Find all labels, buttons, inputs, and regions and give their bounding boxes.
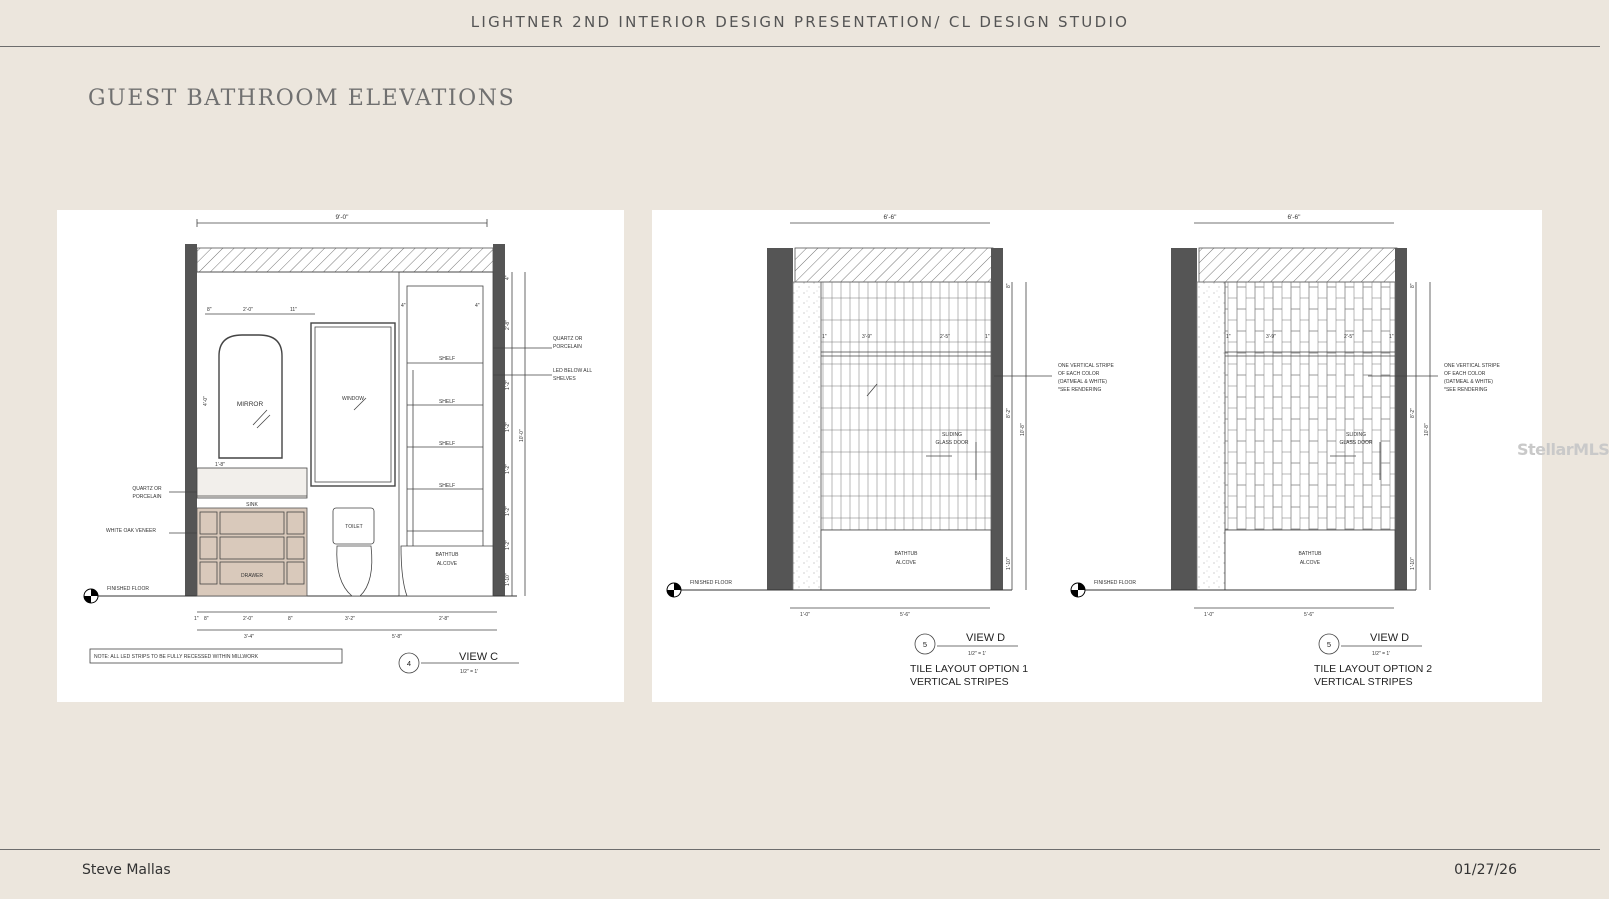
d1-door: SLIDING: [941, 432, 963, 438]
dim-right: 1'-2": [505, 506, 511, 516]
d2-dim-bottom: 1'-0": [1204, 612, 1214, 618]
header-bar: [0, 0, 1600, 47]
d1-bathtub: BATHTUB: [894, 551, 918, 557]
d2-floor: FINISHED FLOOR: [1094, 580, 1136, 586]
dim-right: 2'-8": [505, 320, 511, 330]
d1-alcove: ALCOVE: [895, 560, 917, 566]
view-c-dim-top: 9'-0": [335, 214, 349, 221]
d1-dim-bottom: 5'-6": [900, 612, 910, 618]
dim-upper: 4": [401, 303, 406, 309]
callout-quartz-right: QUARTZ OR: [553, 336, 583, 342]
dim-bottom: 1": [194, 616, 199, 622]
callout-quartz: PORCELAIN: [132, 494, 162, 500]
dim-upper: 4": [475, 303, 480, 309]
footer-date: 01/27/26: [1454, 862, 1517, 878]
dim-bottom: 3'-4": [244, 634, 254, 640]
d2-dim-mid: 1": [1389, 334, 1394, 340]
d1-dim-top: 6'-6": [883, 214, 897, 221]
d1-floor: FINISHED FLOOR: [690, 580, 732, 586]
dim-bottom: 8": [288, 616, 293, 622]
d1-dim-right: 8'-2": [1006, 408, 1012, 418]
d2-caption: VERTICAL STRIPES: [1314, 676, 1413, 688]
bathtub-label: BATHTUB: [435, 552, 459, 558]
dim-mirror: 4'-0": [203, 396, 209, 406]
dim-upper: 2'-0": [243, 307, 253, 313]
d2-door: GLASS DOOR: [1339, 440, 1373, 446]
dim-bottom: 5'-8": [392, 634, 402, 640]
d1-door: GLASS DOOR: [935, 440, 969, 446]
d2-dim-bottom: 5'-6": [1304, 612, 1314, 618]
d1-dim-right: 8": [1006, 283, 1012, 288]
d2-dim-mid: 2'-5": [1344, 334, 1354, 340]
dim-upper: 11": [290, 307, 297, 313]
d1-dim-bottom: 1'-0": [800, 612, 810, 618]
drawer-label: DRAWER: [240, 573, 264, 579]
d2-view-label: VIEW D: [1370, 632, 1410, 644]
d1-callout: (OATMEAL & WHITE): [1058, 379, 1107, 385]
d1-dim-right: 1'-10": [1006, 557, 1012, 570]
d2-caption: TILE LAYOUT OPTION 2: [1314, 663, 1433, 675]
d1-callout: *SEE RENDERING: [1058, 387, 1102, 393]
dim-right: 1'-2": [505, 422, 511, 432]
dim-bottom: 2'-0": [243, 616, 253, 622]
shelf-label: SHELF: [438, 441, 456, 447]
callout-quartz: QUARTZ OR: [132, 486, 162, 492]
d2-dim-right: 1'-10": [1410, 557, 1416, 570]
dim-overall: 10'-0": [519, 429, 525, 442]
d2-dim-right: 8'-2": [1410, 408, 1416, 418]
dim-right: 1'-2": [505, 464, 511, 474]
dim-right: 1'-10": [505, 573, 511, 586]
d2-callout: OF EACH COLOR: [1444, 371, 1486, 377]
d2-alcove: ALCOVE: [1299, 560, 1321, 566]
shelf-label: SHELF: [438, 399, 456, 405]
dim-right: 4": [505, 275, 511, 280]
d1-view-label: VIEW D: [966, 632, 1006, 644]
footer-divider: [0, 849, 1600, 850]
d1-view-number: 5: [922, 640, 928, 649]
d2-callout: *SEE RENDERING: [1444, 387, 1488, 393]
header-title: LIGHTNER 2ND INTERIOR DESIGN PRESENTATION/ CL DESIGN STUDIO: [470, 13, 1130, 31]
d2-callout: ONE VERTICAL STRIPE: [1444, 363, 1500, 369]
dim-right: 1'-2": [505, 380, 511, 390]
dim-upper: 8": [207, 307, 212, 313]
dim-bottom: 3'-2": [345, 616, 355, 622]
floor-label: FINISHED FLOOR: [107, 586, 149, 592]
callout-oak: WHITE OAK VENEER: [105, 528, 157, 534]
callout-led: LED BELOW ALL: [553, 368, 593, 374]
d1-dim-mid: 1": [985, 334, 990, 340]
d2-door: SLIDING: [1345, 432, 1367, 438]
sink-label: SINK: [246, 502, 258, 508]
d2-dim-mid: 3'-9": [1266, 334, 1276, 340]
toilet-label: TOILET: [345, 524, 363, 530]
window-label: WINDOW: [342, 396, 364, 402]
d1-caption: VERTICAL STRIPES: [910, 676, 1009, 688]
watermark: StellarMLS: [1517, 440, 1609, 459]
d2-dim-mid: 1": [1226, 334, 1231, 340]
d1-caption: TILE LAYOUT OPTION 1: [910, 663, 1029, 675]
alcove-label: ALCOVE: [436, 561, 458, 567]
dim-right: 1'-2": [505, 540, 511, 550]
d1-dim-mid: 3'-9": [862, 334, 872, 340]
elevation-view-d-options: [652, 210, 1542, 702]
view-scale: 1/2" = 1': [460, 669, 479, 675]
d2-dim-right: 8": [1410, 283, 1416, 288]
d1-view-scale: 1/2" = 1': [968, 651, 987, 657]
shelf-label: SHELF: [438, 483, 456, 489]
d1-callout: ONE VERTICAL STRIPE: [1058, 363, 1114, 369]
d2-callout: (OATMEAL & WHITE): [1444, 379, 1493, 385]
d2-view-number: 5: [1326, 640, 1332, 649]
d1-callout: OF EACH COLOR: [1058, 371, 1100, 377]
view-number: 4: [406, 659, 412, 668]
shelf-label: SHELF: [438, 356, 456, 362]
d2-dim-overall: 10'-8": [1424, 423, 1430, 436]
d2-bathtub: BATHTUB: [1298, 551, 1322, 557]
mirror-label: MIRROR: [236, 401, 264, 408]
callout-led: SHELVES: [553, 376, 576, 382]
dim-vanity-top: 1'-8": [215, 462, 225, 468]
view-label: VIEW C: [459, 651, 499, 663]
d1-dim-mid: 2'-5": [940, 334, 950, 340]
led-note: NOTE: ALL LED STRIPS TO BE FULLY RECESSED WITHIN MILLWORK: [94, 654, 259, 660]
dim-bottom: 2'-8": [439, 616, 449, 622]
elevation-view-c: [57, 210, 624, 702]
callout-quartz-right: PORCELAIN: [553, 344, 582, 350]
d1-dim-mid: 1": [822, 334, 827, 340]
page-title: GUEST BATHROOM ELEVATIONS: [88, 86, 516, 111]
footer-name: Steve Mallas: [82, 862, 171, 878]
dim-bottom: 8": [204, 616, 209, 622]
d1-dim-overall: 10'-8": [1020, 423, 1026, 436]
d2-view-scale: 1/2" = 1': [1372, 651, 1391, 657]
d2-dim-top: 6'-6": [1287, 214, 1301, 221]
